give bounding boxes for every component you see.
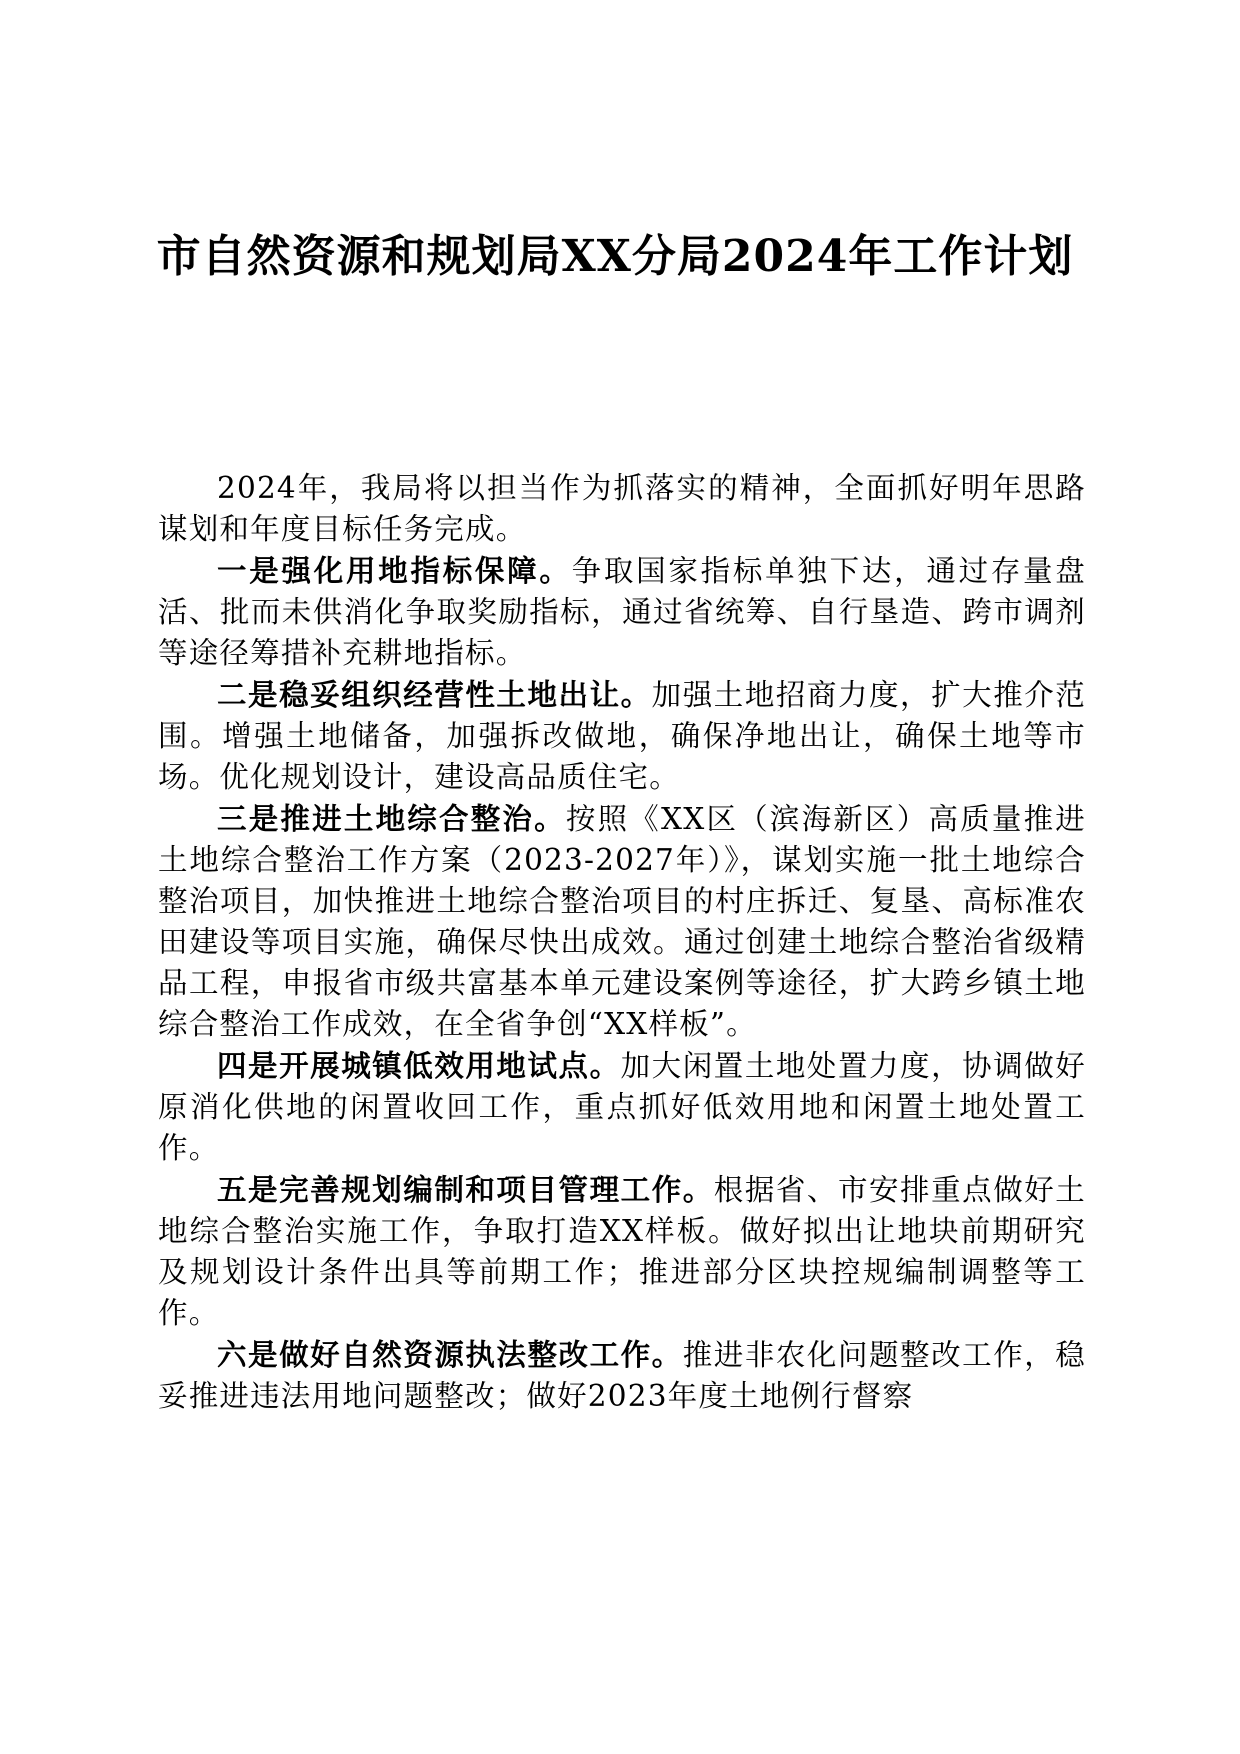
section-paragraph-4 <box>158 1045 1086 1169</box>
section-text-2: 加强土地招商力度，扩大推介范围。增强土地储备，加强拆改做地，确保净地出让，确保土地等市场。优化规划设计，建设高品质住宅。 <box>158 678 1086 794</box>
section-lead-3: 三是推进土地综合整治。 <box>217 801 566 836</box>
section-text-4: 加大闲置土地处置力度，协调做好原消化供地的闲置收回工作，重点抓好低效用地和闲置土地处置工作。 <box>158 1049 1086 1165</box>
section-text-3: 按照《XX区（滨海新区）高质量推进土地综合整治工作方案（2023-2027年）》，谋划实施一批土地综合整治项目，加快推进土地综合整治项目的村庄拆迁、复垦、高标准农田建设等项目实施，确保尽快出成效。通过创建土地综合整治省级精品工程，申报省市级共富基本单元建设案例等途径，扩大跨乡镇土地综合整治工作成效，在全省争创“XX样板”。 <box>158 802 1087 1041</box>
section-paragraph-5 <box>158 1169 1086 1334</box>
section-paragraph-6 <box>158 1334 1086 1417</box>
section-text-5: 根据省、市安排重点做好土地综合整治实施工作，争取打造XX样板。做好拟出让地块前期研究及规划设计条件出具等前期工作；推进部分区块控规编制调整等工作。 <box>158 1173 1086 1330</box>
document-title: 市自然资源和规划局XX分局2024年工作计划 <box>156 231 1074 282</box>
section-lead-5: 五是完善规划编制和项目管理工作。 <box>217 1172 714 1207</box>
section-lead-6: 六是做好自然资源执法整改工作。 <box>217 1337 683 1372</box>
section-text-6: 推进非农化问题整改工作，稳妥推进违法用地问题整改；做好2023年度土地例行督察 <box>158 1338 1086 1413</box>
section-lead-4: 四是开展城镇低效用地试点。 <box>217 1048 621 1083</box>
section-lead-2: 二是稳妥组织经营性土地出让。 <box>217 677 652 712</box>
section-text-1: 争取国家指标单独下达，通过存量盘活、批而未供消化争取奖励指标，通过省统筹、自行垦造、跨市调剂等途径筹措补充耕地指标。 <box>158 554 1087 670</box>
section-paragraph-1 <box>158 550 1086 674</box>
section-lead-1: 一是强化用地指标保障。 <box>217 553 572 588</box>
section-paragraph-2 <box>158 674 1086 798</box>
section-paragraph-3 <box>158 798 1086 1045</box>
document-body <box>158 468 1086 1417</box>
intro-paragraph: 2024年，我局将以担当作为抓落实的精神，全面抓好明年思路谋划和年度目标任务完成。 <box>158 471 1086 546</box>
